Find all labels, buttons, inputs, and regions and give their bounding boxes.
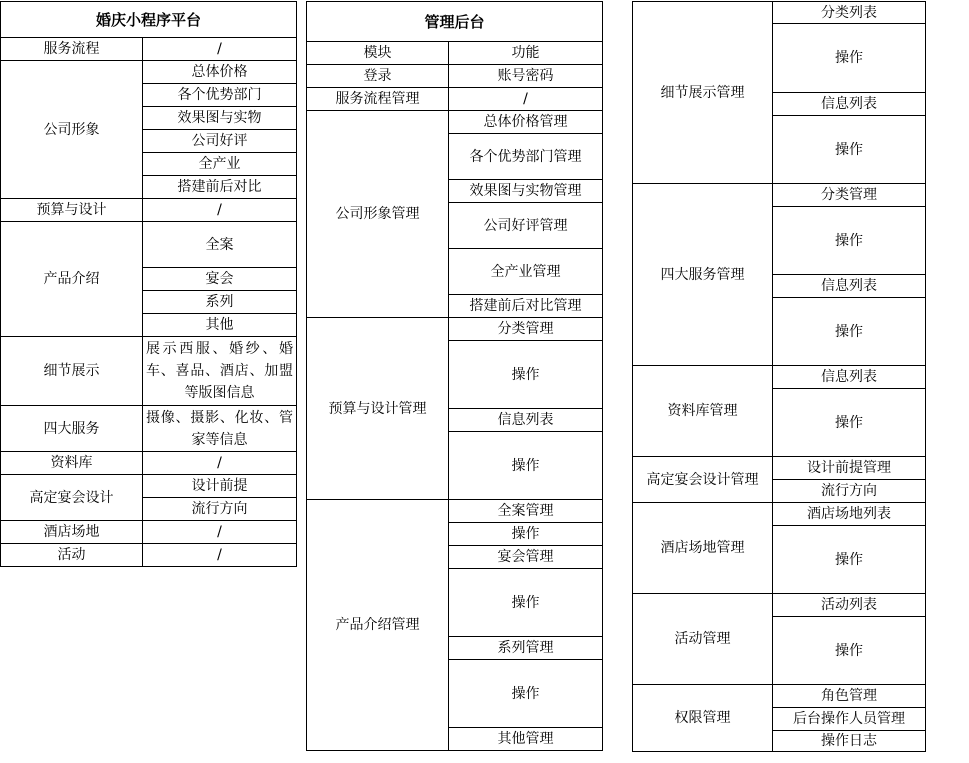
value-cell: 总体价格管理 — [449, 111, 603, 134]
admin-table-continued — [632, 1, 926, 752]
value-cell: 信息列表 — [773, 275, 926, 298]
value-cell: 操作 — [773, 617, 926, 685]
value-cell: 摄像、摄影、化妆、管家等信息 — [143, 406, 297, 452]
module-cell: 四大服务 — [1, 406, 143, 452]
value-cell: 宴会管理 — [449, 546, 603, 569]
value-cell: 设计前提管理 — [773, 457, 926, 480]
value-cell: 公司好评 — [143, 130, 297, 153]
value-cell: 设计前提 — [143, 475, 297, 498]
module-cell: 登录 — [307, 65, 449, 88]
value-cell: 分类列表 — [773, 2, 926, 24]
value-cell: 信息列表 — [449, 409, 603, 432]
value-cell: 各个优势部门 — [143, 84, 297, 107]
value-cell: 操作 — [773, 207, 926, 275]
value-cell: 流行方向 — [773, 480, 926, 503]
value-cell: 操作 — [773, 116, 926, 184]
value-cell: 各个优势部门管理 — [449, 134, 603, 180]
value-cell: / — [143, 452, 297, 475]
value-cell: 效果图与实物 — [143, 107, 297, 130]
value-cell: 操作日志 — [773, 731, 926, 752]
module-cell: 活动管理 — [633, 594, 773, 685]
value-cell: / — [143, 38, 297, 61]
value-cell: / — [449, 88, 603, 111]
module-cell: 高定宴会设计 — [1, 475, 143, 521]
value-cell: 全产业管理 — [449, 249, 603, 295]
module-cell: 四大服务管理 — [633, 184, 773, 366]
value-cell: 信息列表 — [773, 366, 926, 389]
value-cell: 搭建前后对比 — [143, 176, 297, 199]
module-cell: 服务流程 — [1, 38, 143, 61]
module-cell: 公司形象 — [1, 61, 143, 199]
module-cell: 公司形象管理 — [307, 111, 449, 318]
value-cell: 其他 — [143, 314, 297, 337]
value-cell: 全案 — [143, 222, 297, 268]
value-cell: 账号密码 — [449, 65, 603, 88]
module-cell: 产品介绍 — [1, 222, 143, 337]
table-title: 婚庆小程序平台 — [1, 2, 297, 38]
module-cell: 活动 — [1, 544, 143, 567]
value-cell: 分类管理 — [773, 184, 926, 207]
module-cell: 产品介绍管理 — [307, 500, 449, 751]
header-cell: 模块 — [307, 42, 449, 65]
value-cell: 系列 — [143, 291, 297, 314]
value-cell: 后台操作人员管理 — [773, 708, 926, 731]
value-cell: 宴会 — [143, 268, 297, 291]
module-cell: 酒店场地管理 — [633, 503, 773, 594]
value-cell: / — [143, 544, 297, 567]
value-cell: 操作 — [449, 432, 603, 500]
module-cell: 资料库 — [1, 452, 143, 475]
module-cell: 高定宴会设计管理 — [633, 457, 773, 503]
value-cell: 展示西服、婚纱、婚车、喜品、酒店、加盟等版图信息 — [143, 337, 297, 406]
header-cell: 功能 — [449, 42, 603, 65]
value-cell: 搭建前后对比管理 — [449, 295, 603, 318]
module-cell: 预算与设计 — [1, 199, 143, 222]
value-cell: / — [143, 199, 297, 222]
module-cell: 预算与设计管理 — [307, 318, 449, 500]
module-cell: 服务流程管理 — [307, 88, 449, 111]
value-cell: 操作 — [773, 298, 926, 366]
value-cell: 操作 — [449, 523, 603, 546]
admin-table — [306, 1, 603, 751]
value-cell: / — [143, 521, 297, 544]
value-cell: 信息列表 — [773, 93, 926, 116]
value-cell: 全案管理 — [449, 500, 603, 523]
value-cell: 全产业 — [143, 153, 297, 176]
module-cell: 权限管理 — [633, 685, 773, 752]
value-cell: 操作 — [449, 660, 603, 728]
module-cell: 酒店场地 — [1, 521, 143, 544]
module-cell: 细节展示管理 — [633, 2, 773, 184]
value-cell: 系列管理 — [449, 637, 603, 660]
module-cell: 细节展示 — [1, 337, 143, 406]
value-cell: 操作 — [449, 569, 603, 637]
value-cell: 流行方向 — [143, 498, 297, 521]
table-title: 管理后台 — [307, 2, 603, 42]
value-cell: 分类管理 — [449, 318, 603, 341]
value-cell: 其他管理 — [449, 728, 603, 751]
value-cell: 酒店场地列表 — [773, 503, 926, 526]
value-cell: 效果图与实物管理 — [449, 180, 603, 203]
value-cell: 操作 — [773, 526, 926, 594]
value-cell: 活动列表 — [773, 594, 926, 617]
value-cell: 公司好评管理 — [449, 203, 603, 249]
mini-program-table — [0, 1, 297, 567]
module-cell: 资料库管理 — [633, 366, 773, 457]
value-cell: 操作 — [773, 24, 926, 93]
value-cell: 操作 — [773, 389, 926, 457]
value-cell: 总体价格 — [143, 61, 297, 84]
value-cell: 角色管理 — [773, 685, 926, 708]
value-cell: 操作 — [449, 341, 603, 409]
